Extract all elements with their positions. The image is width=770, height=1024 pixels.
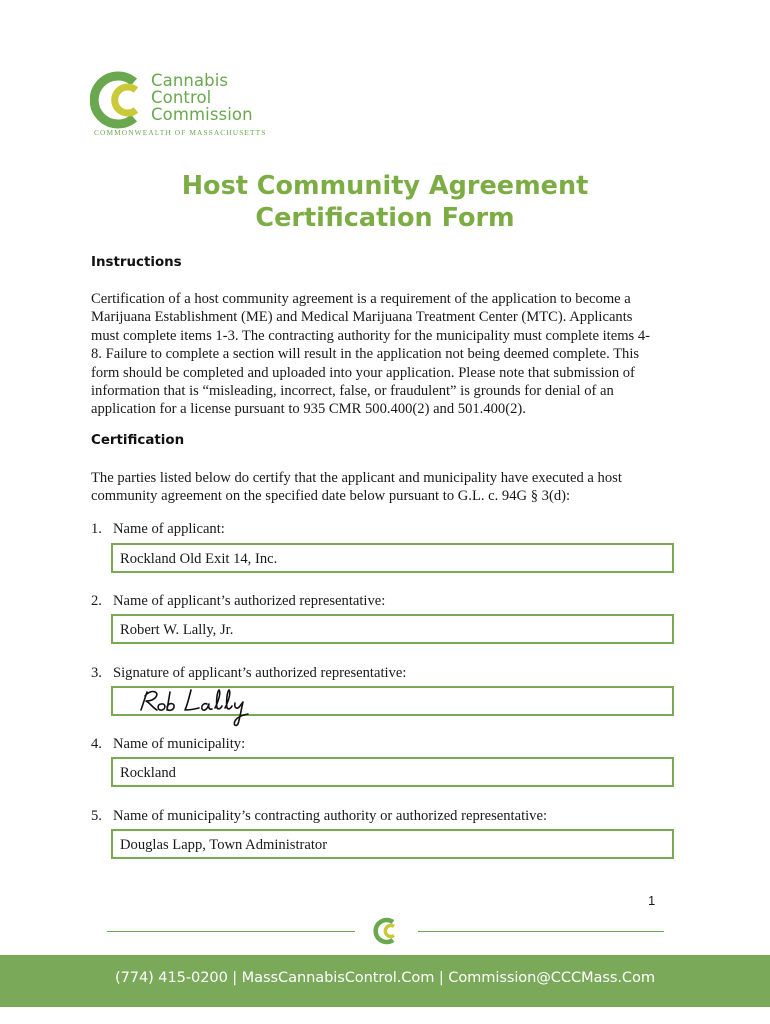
item-number: 1. bbox=[91, 521, 102, 537]
municipality-name-field[interactable] bbox=[111, 757, 674, 787]
item-label-text: Signature of applicant’s authorized representative: bbox=[113, 665, 407, 681]
applicant-representative-field[interactable] bbox=[111, 614, 674, 644]
title-line-1: Host Community Agreement bbox=[181, 171, 589, 201]
item-label-text: Name of municipality: bbox=[113, 736, 246, 752]
contact-footer bbox=[0, 955, 770, 1007]
field-value: Robert W. Lally, Jr. bbox=[120, 622, 234, 638]
handwritten-signature bbox=[133, 686, 283, 728]
instructions-line: Marijuana Establishment (ME) and Medical Marijuana Treatment Center (MTC). Applicants bbox=[91, 309, 633, 326]
small-logo-icon bbox=[371, 917, 401, 945]
municipality-authority-field[interactable] bbox=[111, 829, 674, 859]
item-number: 2. bbox=[91, 593, 102, 609]
logo-line-3: Commission bbox=[151, 105, 253, 124]
page-title bbox=[0, 170, 770, 234]
title-line-2: Certification Form bbox=[255, 203, 515, 233]
instructions-line: must complete items 1-3. The contracting authority for the municipality must complete items 4- bbox=[91, 327, 651, 344]
item-4-label bbox=[91, 736, 245, 753]
instructions-heading: Instructions bbox=[91, 255, 182, 270]
instructions-line: Certification of a host community agreement is a requirement of the application to become a bbox=[91, 291, 631, 307]
instructions-line: 8. Failure to complete a section will result in the application not being deemed complete. This bbox=[91, 346, 640, 363]
instructions-line: form should be completed and uploaded into your application. Please note that submission of bbox=[91, 364, 635, 381]
certification-line: community agreement on the specified date below pursuant to G.L. c. 94G § 3(d): bbox=[91, 488, 571, 505]
footer-divider-left bbox=[107, 931, 355, 932]
logo-subtitle: COMMONWEALTH OF MASSACHUSETTS bbox=[94, 128, 267, 137]
item-1-label bbox=[91, 521, 225, 538]
item-2-label bbox=[91, 593, 385, 610]
applicant-name-field[interactable] bbox=[111, 543, 674, 573]
item-number: 3. bbox=[91, 665, 102, 681]
item-label-text: Name of municipality’s contracting authority or authorized representative: bbox=[113, 808, 548, 824]
item-label-text: Name of applicant: bbox=[113, 521, 225, 537]
certification-paragraph bbox=[91, 469, 681, 506]
ccc-logo-icon bbox=[90, 70, 150, 130]
logo-line-2: Control bbox=[151, 88, 212, 107]
field-value: Rockland Old Exit 14, Inc. bbox=[120, 551, 278, 567]
field-value: Douglas Lapp, Town Administrator bbox=[120, 837, 328, 853]
certification-line: The parties listed below do certify that the applicant and municipality have executed a host bbox=[91, 470, 622, 486]
instructions-line: information that is “misleading, incorrect, false, or fraudulent” is grounds for denial of an bbox=[91, 383, 614, 400]
instructions-paragraph bbox=[91, 290, 681, 419]
item-label-text: Name of applicant’s authorized representative: bbox=[113, 593, 386, 609]
field-value: Rockland bbox=[120, 765, 176, 781]
instructions-line: application for a license pursuant to 935 CMR 500.400(2) and 501.400(2). bbox=[91, 401, 526, 418]
certification-heading: Certification bbox=[91, 433, 185, 448]
logo-line-1: Cannabis bbox=[151, 71, 229, 90]
signature-field[interactable] bbox=[111, 686, 674, 716]
item-number: 5. bbox=[91, 808, 102, 824]
footer-contact-text: (774) 415-0200 | MassCannabisControl.Com | Commission@CCCMass.Com bbox=[115, 969, 655, 986]
item-3-label bbox=[91, 665, 406, 682]
page-number: 1 bbox=[648, 893, 656, 908]
item-5-label bbox=[91, 808, 547, 825]
footer-divider-right bbox=[418, 931, 664, 932]
item-number: 4. bbox=[91, 736, 102, 752]
ccc-logo bbox=[90, 70, 270, 140]
